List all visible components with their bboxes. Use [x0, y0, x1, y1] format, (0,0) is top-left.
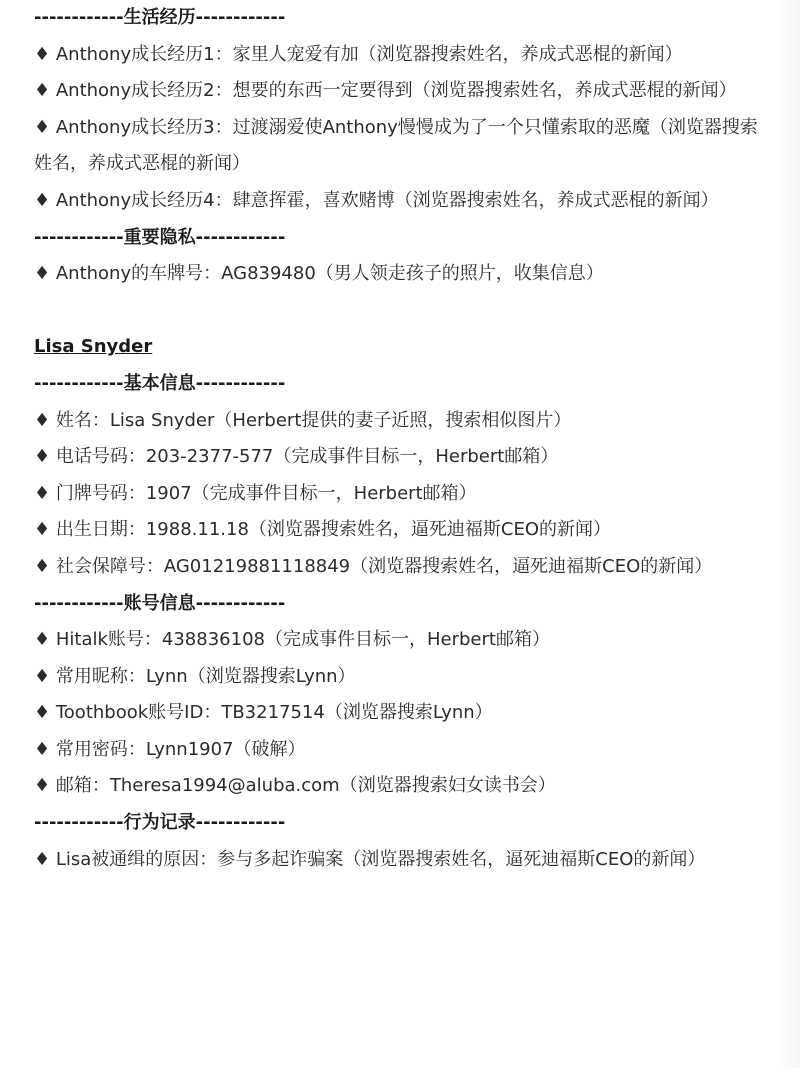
list-item: ♦ Lisa被通缉的原因：参与多起诈骗案（浏览器搜索姓名，逼死迪福斯CEO的新闻）: [34, 848, 706, 870]
list-item: ♦ Anthony成长经历3：过渡溺爱使Anthony慢慢成为了一个只懂索取的恶魔（浏览器搜索姓名，养成式恶棍的新闻）: [34, 116, 758, 175]
page-edge-shadow: [776, 0, 800, 1068]
list-item: ♦ 门牌号码：1907（完成事件目标一，Herbert邮箱）: [34, 482, 477, 504]
list-item: ♦ 社会保障号：AG01219881118849（浏览器搜索姓名，逼死迪福斯CEO的新闻）: [34, 555, 713, 577]
section-header-basic-info: ------------基本信息------------: [34, 372, 286, 394]
list-item: ♦ 电话号码：203-2377-577（完成事件目标一，Herbert邮箱）: [34, 446, 559, 468]
list-item: ♦ 出生日期：1988.11.18（浏览器搜索姓名，逼死迪福斯CEO的新闻）: [34, 519, 612, 541]
list-item: ♦ 邮箱：Theresa1994@aluba.com（浏览器搜索妇女读书会）: [34, 775, 556, 797]
document-body: [34, 0, 774, 878]
section-header-life-history: ------------生活经历------------: [34, 7, 286, 28]
list-item: ♦ Toothbook账号ID：TB3217514（浏览器搜索Lynn）: [34, 702, 493, 724]
list-item: ♦ Anthony的车牌号：AG839480（男人领走孩子的照片，收集信息）: [34, 263, 604, 285]
section-header-account-info: ------------账号信息------------: [34, 592, 286, 614]
list-item: ♦ 常用密码：Lynn1907（破解）: [34, 738, 306, 760]
list-item: ♦ Anthony成长经历4：肆意挥霍，喜欢赌博（浏览器搜索姓名，养成式恶棍的新闻）: [34, 189, 719, 211]
list-item: ♦ 姓名：Lisa Snyder（Herbert提供的妻子近照，搜索相似图片）: [34, 409, 572, 431]
list-item: ♦ Hitalk账号：438836108（完成事件目标一，Herbert邮箱）: [34, 629, 550, 651]
list-item: ♦ 常用昵称：Lynn（浏览器搜索Lynn）: [34, 665, 356, 687]
blank-line: [34, 293, 774, 330]
person-name-link[interactable]: Lisa Snyder: [34, 336, 153, 358]
section-header-behavior: ------------行为记录------------: [34, 812, 286, 834]
list-item: ♦ Anthony成长经历1：家里人宠爱有加（浏览器搜索姓名，养成式恶棍的新闻）: [34, 43, 683, 65]
list-item: ♦ Anthony成长经历2：想要的东西一定要得到（浏览器搜索姓名，养成式恶棍的新闻）: [34, 80, 737, 102]
section-header-privacy: ------------重要隐私------------: [34, 226, 286, 248]
